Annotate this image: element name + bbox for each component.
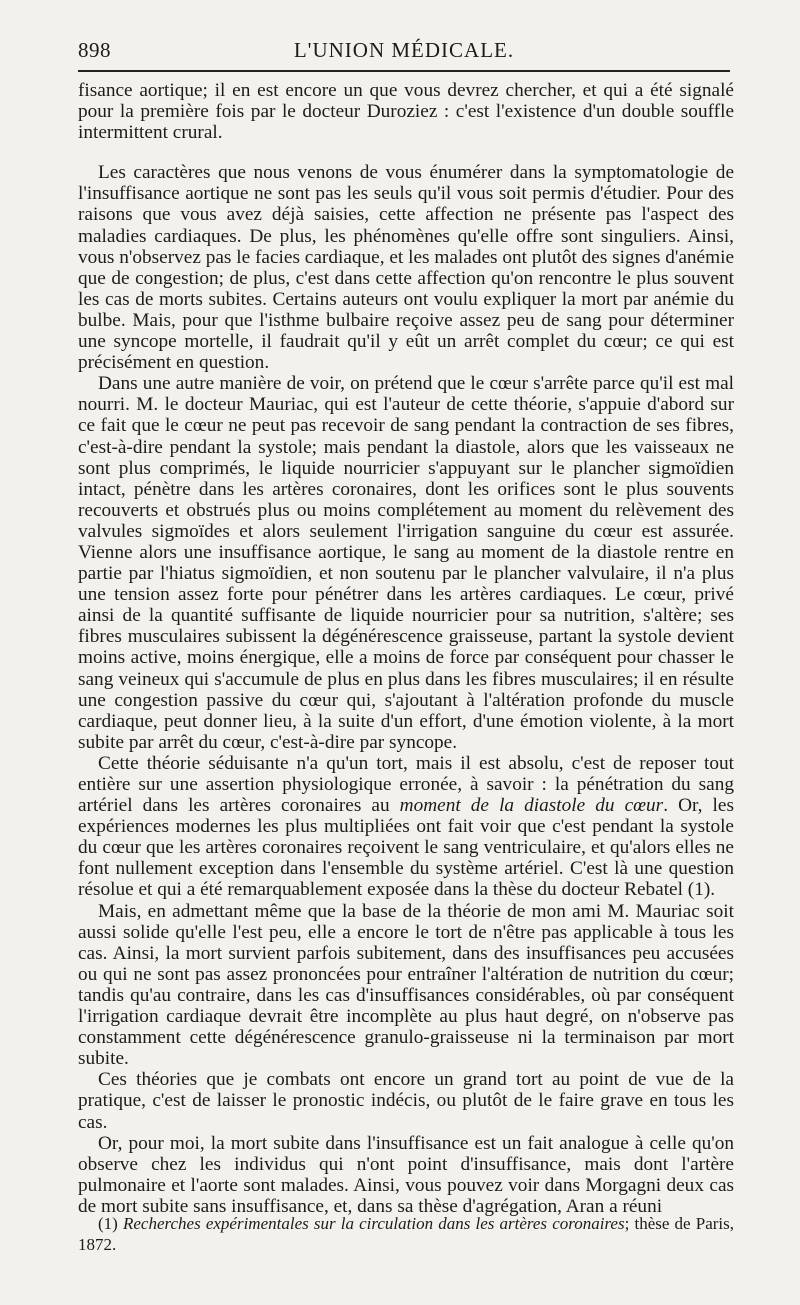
footnote-area xyxy=(78,1213,734,1255)
running-title: L'UNION MÉDICALE. xyxy=(293,38,515,62)
paragraph-3 xyxy=(78,373,734,753)
text-run: Or, pour moi, la mort subite dans l'insuffisance est un fait analogue à celle qu'on observe chez les individus qui n'ont point d'insuffisance, mais dont l'artère pulmonaire et l'aorte sont malades. Ainsi, vous pouvez voir dans Morgagni deux cas de mort subite sans insuffisance, et, dans sa thèse d'agrégation, Aran a réuni xyxy=(78,1132,734,1217)
text-run: fisance aortique; il en est encore un que vous devrez chercher, et qui a été signalé pour la première fois par le docteur Duroziez : c'est l'existence d'un double souffle intermittent crural. xyxy=(78,80,734,144)
text-run: Mais, en admettant même que la base de la théorie de mon ami M. Mauriac soit aussi solide qu'elle l'est peu, elle a encore le tort de n'être pas applicable à tous les cas. Ainsi, la mort survient parfois subitement, dans des insuffisances peu accusées ou qui ne sont pas assez prononcées pour entraîner l'altération de nutrition du cœur; tandis qu'au contraire, dans les cas d'insuffisances considérables, où par conséquent l'irrigation cardiaque devrait être incomplète au plus haut degré, on n'observe pas constamment cette dégénérescence granulo-graisseuse ni la terminaison par mort subite. xyxy=(78,900,734,1070)
italic-text: Recherches expérimentales sur la circulation dans les artères coronaires xyxy=(122,1214,625,1233)
text-run: . Or, les expériences modernes les plus multipliées ont fait voir que c'est pendant la systole du cœur que les artères coronaires reçoivent le sang ventriculaire, et qu'alors elles ne font nullement exception dans l'ensemble du système artériel. C'est là une question résolue et qui a été remarquablement exposée dans la thèse du docteur Rebatel (1). xyxy=(78,795,734,901)
text-run: ; thèse de Paris, 1872. xyxy=(78,1214,734,1254)
text-run: Dans une autre manière de voir, on prétend que le cœur s'arrête parce qu'il est mal nourri. M. le docteur Mauriac, qui est l'auteur de cette théorie, s'appuie d'abord sur ce fait que le cœur ne peut pas recevoir de sang pendant la contraction de ses fibres, c'est-à-dire pendant la systole; mais pendant la diastole, alors que les vaisseaux ne sont plus comprimés, le liquide nourricier s'appuyant sur le plancher sigmoïdien intact, pénètre dans les artères coronaires, dont les orifices sont le plus souvents recouverts et obstrués plus ou moins complétement au moment du relèvement des valvules sigmoïdes et alors seulement l'irrigation sanguine du cœur est assurée. Vienne alors une insuffisance aortique, le sang au moment de la diastole rentre en partie par l'hiatus sigmoïdien, et non soutenu par le plancher valvulaire, il n'a plus une tension assez forte pour pénétrer dans les artères cardiaques. Le cœur, privé ainsi de la quantité suffisante de liquide nourricier pour sa nutrition, s'altère; ses fibres musculaires subissent la dégénérescence graisseuse, partant la systole devient moins active, moins énergique, elle a moins de force par conséquent pour chasser le sang veineux qui s'accumule de plus en plus dans les fibres musculaires; il en résulte une congestion passive du cœur qui, s'ajoutant à l'altération profonde du muscle cardiaque, peut donner lieu, à la suite d'un effort, d'une émotion violente, à la mort subite par arrêt du cœur, c'est-à-dire par syncope. xyxy=(78,373,734,753)
paragraph-2 xyxy=(78,162,734,373)
text-run: (1) xyxy=(98,1214,123,1233)
paragraph-1 xyxy=(78,80,734,143)
paragraph-7 xyxy=(78,1133,734,1217)
paragraph-5 xyxy=(78,901,734,1070)
paragraph-4 xyxy=(78,753,734,901)
text-run: Les caractères que nous venons de vous énumérer dans la symptomatologie de l'insuffisance aortique ne sont pas les seuls qu'il vous soit permis d'étudier. Pour des raisons que vous avez déjà saisies, cette affection ne présente pas l'aspect des maladies cardiaques. De plus, les phénomènes qu'elle offre sont singuliers. Ainsi, vous n'observez pas le facies cardiaque, et les malades ont plutôt des signes d'anémie que de congestion; de plus, c'est dans cette affection qu'on rencontre le plus souvent les cas de morts subites. Certains auteurs ont voulu expliquer la mort par anémie du bulbe. Mais, pour que l'isthme bulbaire reçoive assez peu de sang pour déterminer une syncope mortelle, il faudrait qu'il y eût un arrêt complet du cœur; ce qui est précisément en question. xyxy=(78,162,734,374)
italic-text: moment de la diastole du cœur xyxy=(399,795,664,817)
body-text xyxy=(78,80,734,1217)
text-run: Ces théories que je combats ont encore un grand tort au point de vue de la pratique, c'est de laisser le pronostic indécis, ou plutôt de le faire grave en tous les cas. xyxy=(78,1069,734,1133)
running-head xyxy=(78,38,730,78)
header-rule xyxy=(78,70,730,72)
paragraph-6 xyxy=(78,1069,734,1132)
footnote xyxy=(78,1213,734,1255)
text-run: Cette théorie séduisante n'a qu'un tort, mais il est absolu, c'est de reposer tout entière sur une assertion physiologique erronée, à savoir : la pénétration du sang artériel dans les artères coronaires au xyxy=(78,752,734,817)
page-number: 898 xyxy=(78,38,111,62)
